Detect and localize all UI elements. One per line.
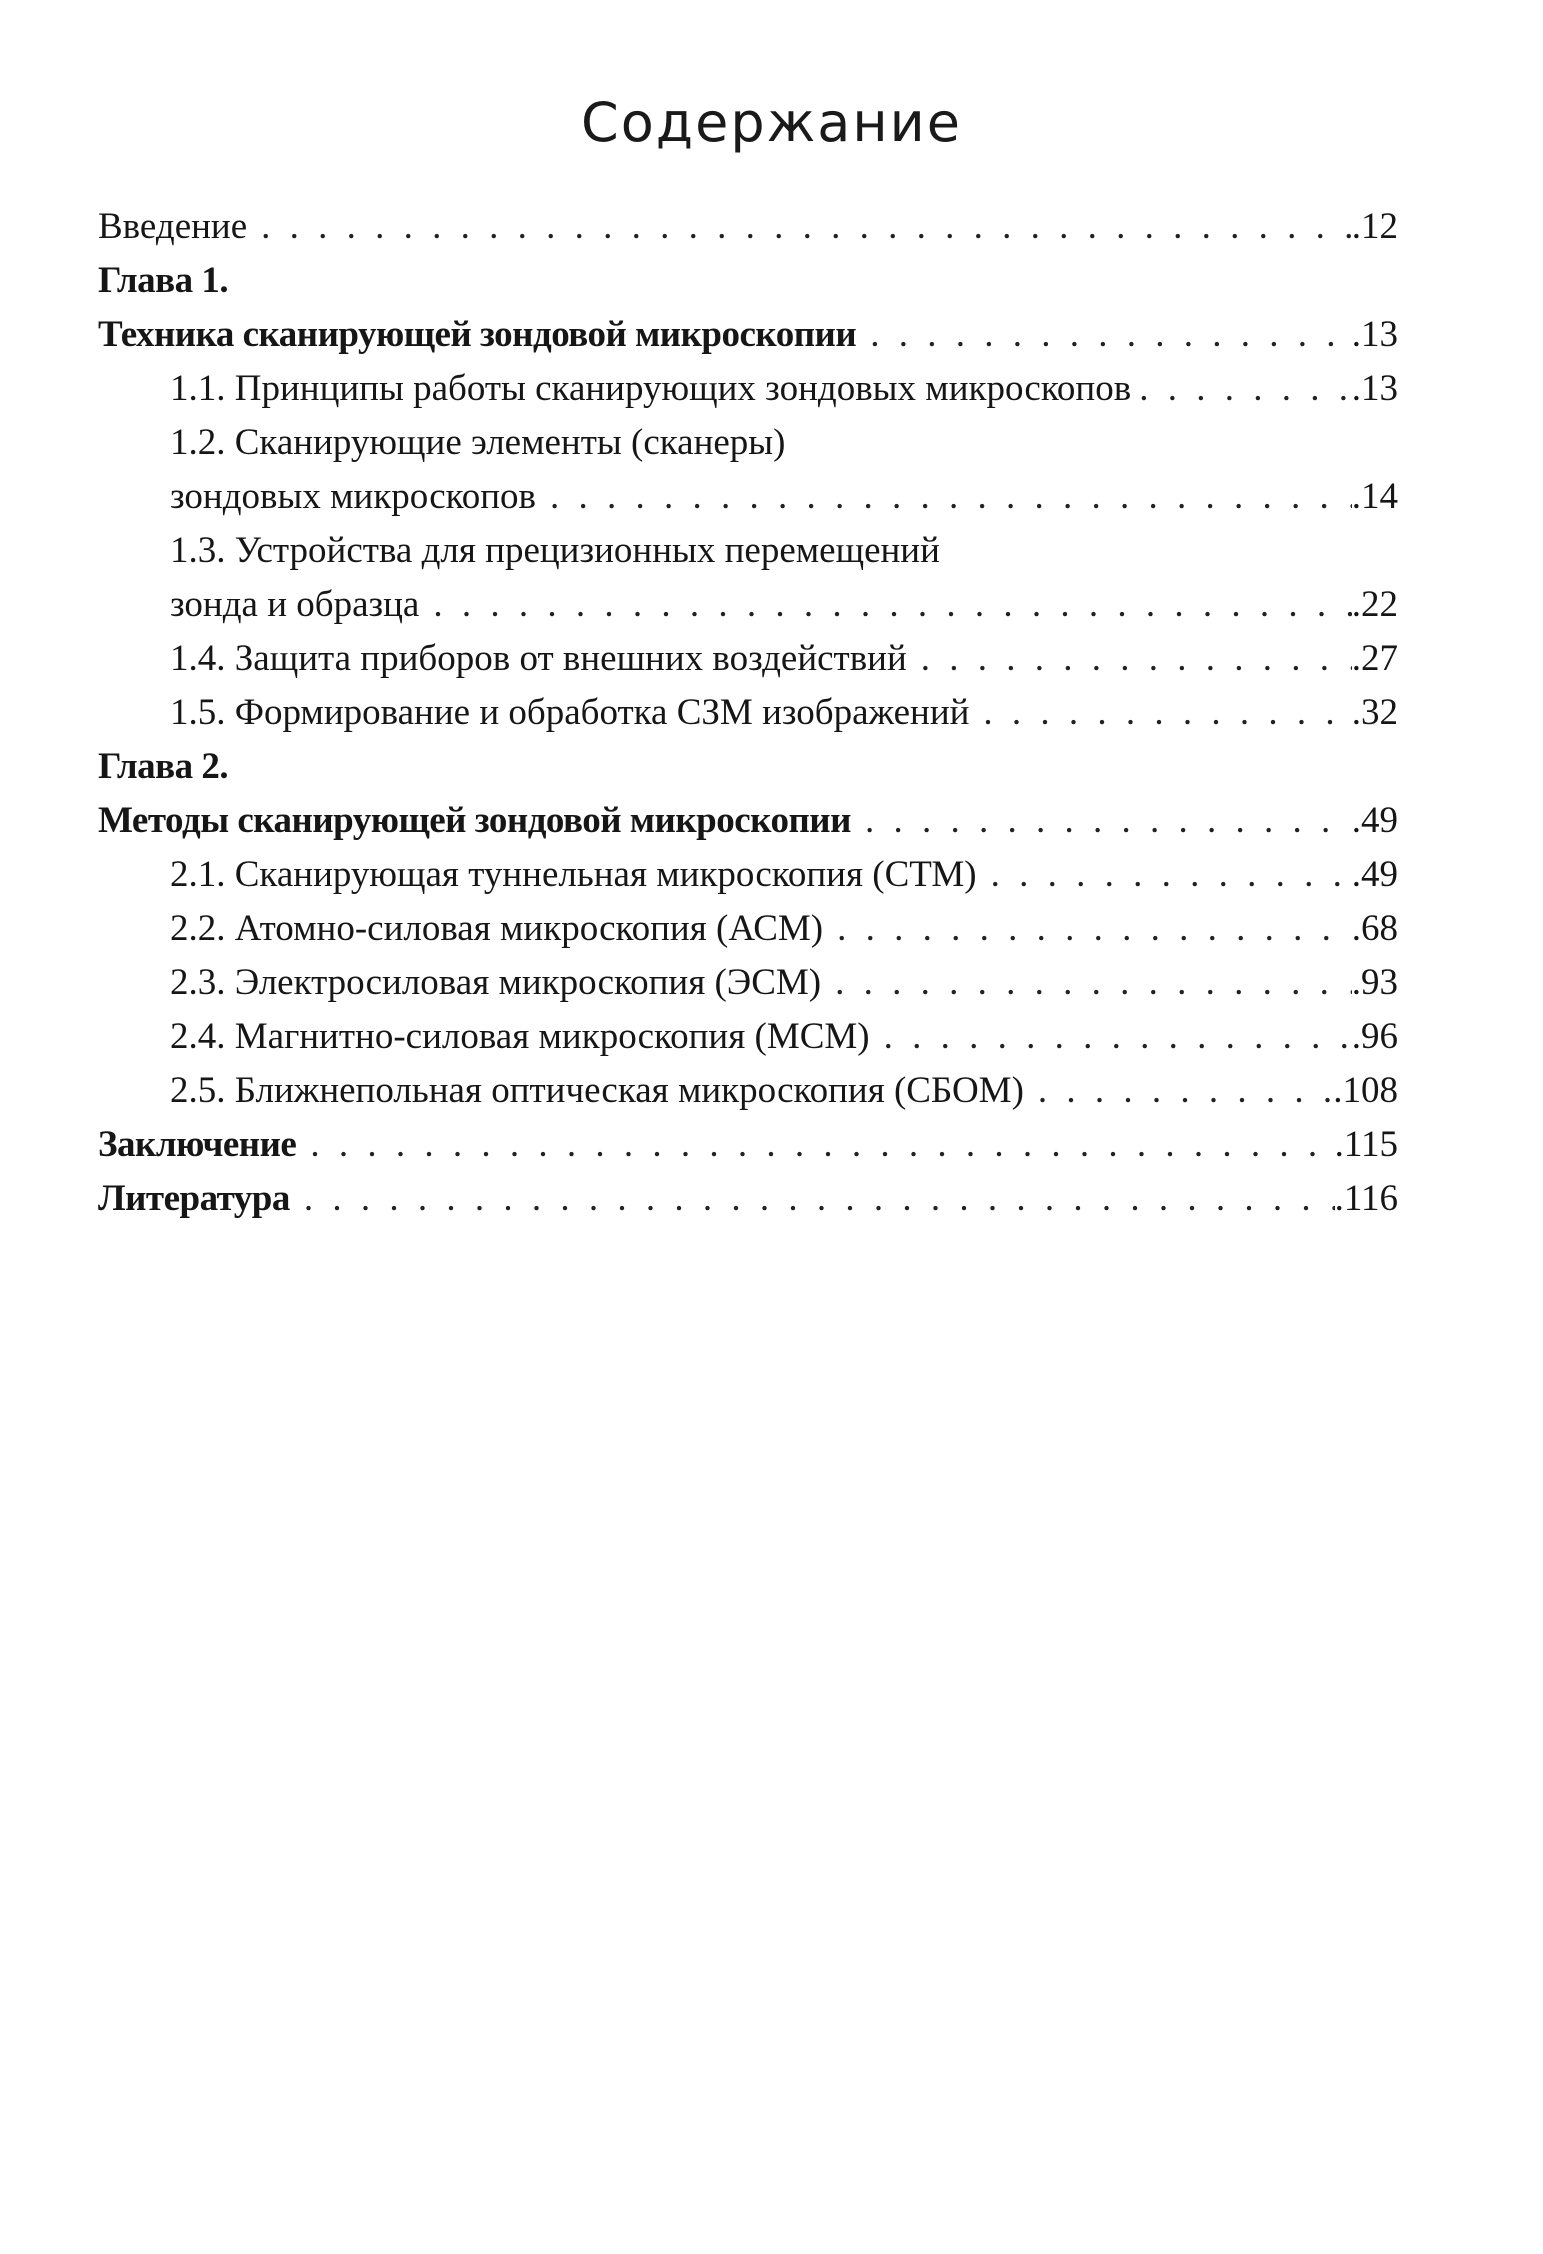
toc-entry-label: 1.4. Защита приборов от внешних воздействий (170, 638, 907, 679)
toc-chapter-2-title (98, 794, 1398, 848)
dot-leader (856, 308, 1352, 362)
dot-leader (290, 1172, 1335, 1226)
toc-entry-label: 1.1. Принципы работы сканирующих зондовых микроскопов (170, 368, 1132, 409)
toc-page-number: .13 (1351, 314, 1398, 355)
toc-section-1-1 (98, 362, 1398, 416)
toc-section-1-2-line-1 (98, 416, 1398, 470)
toc-entry-label: 2.4. Магнитно-силовая микроскопия (МСМ) (170, 1016, 870, 1057)
toc-entry-label: Техника сканирующей зондовой микроскопии (98, 314, 857, 355)
dot-leader (969, 686, 1351, 740)
toc-entry-label: 2.5. Ближнепольная оптическая микроскопия (СБОМ) (170, 1070, 1024, 1111)
toc-entry-label: зондовых микроскопов (170, 476, 537, 517)
dot-leader (296, 1118, 1334, 1172)
toc-section-2-4 (98, 1010, 1398, 1064)
toc-section-2-3 (98, 956, 1398, 1010)
toc-entry-introduction (98, 200, 1398, 254)
dot-leader (536, 470, 1352, 524)
toc-entry-label: Глава 2. (98, 746, 229, 787)
dot-leader (907, 632, 1352, 686)
toc-entry-label: Заключение (98, 1124, 297, 1165)
dot-leader (1131, 362, 1352, 416)
toc-page-number: .49 (1351, 800, 1398, 841)
toc-entry-label: зонда и образца (170, 584, 420, 625)
toc-entry-label: 2.3. Электросиловая микроскопия (ЭСМ) (170, 962, 822, 1003)
toc-entry-label: Литература (98, 1178, 290, 1219)
toc-entry-references (98, 1172, 1398, 1226)
toc-entry-label: 1.3. Устройства для прецизионных перемещений (170, 530, 940, 571)
dot-leader (977, 848, 1352, 902)
dot-leader (851, 794, 1352, 848)
toc-chapter-1-title (98, 308, 1398, 362)
toc-entry-label: 2.2. Атомно-силовая микроскопия (АСМ) (170, 908, 824, 949)
page-title: Содержание (581, 91, 962, 154)
dot-leader (823, 902, 1352, 956)
toc-chapter-1-heading (98, 254, 1398, 308)
toc-section-1-5 (98, 686, 1398, 740)
toc-page-number: .14 (1351, 476, 1398, 517)
toc-section-1-4 (98, 632, 1398, 686)
toc-section-2-5 (98, 1064, 1398, 1118)
table-of-contents (98, 200, 1398, 1226)
toc-page-number: .22 (1351, 584, 1398, 625)
toc-page-number: .32 (1351, 692, 1398, 733)
toc-entry-label: 2.1. Сканирующая туннельная микроскопия (СТМ) (170, 854, 977, 895)
toc-section-1-3-line-1 (98, 524, 1398, 578)
toc-page-number: .27 (1351, 638, 1398, 679)
toc-page-number: .12 (1351, 206, 1398, 247)
dot-leader (1024, 1064, 1333, 1118)
dot-leader (419, 578, 1351, 632)
toc-chapter-2-heading (98, 740, 1398, 794)
toc-section-1-2-line-2 (98, 470, 1398, 524)
toc-section-1-3-line-2 (98, 578, 1398, 632)
dot-leader (247, 200, 1352, 254)
toc-section-2-1 (98, 848, 1398, 902)
toc-entry-conclusion (98, 1118, 1398, 1172)
dot-leader (870, 1010, 1352, 1064)
toc-page-number: .13 (1351, 368, 1398, 409)
toc-entry-label: Методы сканирующей зондовой микроскопии (98, 800, 851, 841)
toc-entry-label: 1.2. Сканирующие элементы (сканеры) (170, 422, 786, 463)
toc-section-2-2 (98, 902, 1398, 956)
toc-page-number: .49 (1351, 854, 1398, 895)
toc-page-number: .108 (1333, 1070, 1398, 1111)
toc-page-number: .116 (1334, 1178, 1398, 1219)
toc-page-number: .96 (1351, 1016, 1398, 1057)
toc-entry-label: Введение (98, 206, 248, 247)
dot-leader (821, 956, 1352, 1010)
toc-page-number: .115 (1334, 1124, 1398, 1165)
toc-entry-label: 1.5. Формирование и обработка СЗМ изображений (170, 692, 970, 733)
toc-page-number: .93 (1351, 962, 1398, 1003)
toc-entry-label: Глава 1. (98, 260, 229, 301)
toc-page-number: .68 (1351, 908, 1398, 949)
